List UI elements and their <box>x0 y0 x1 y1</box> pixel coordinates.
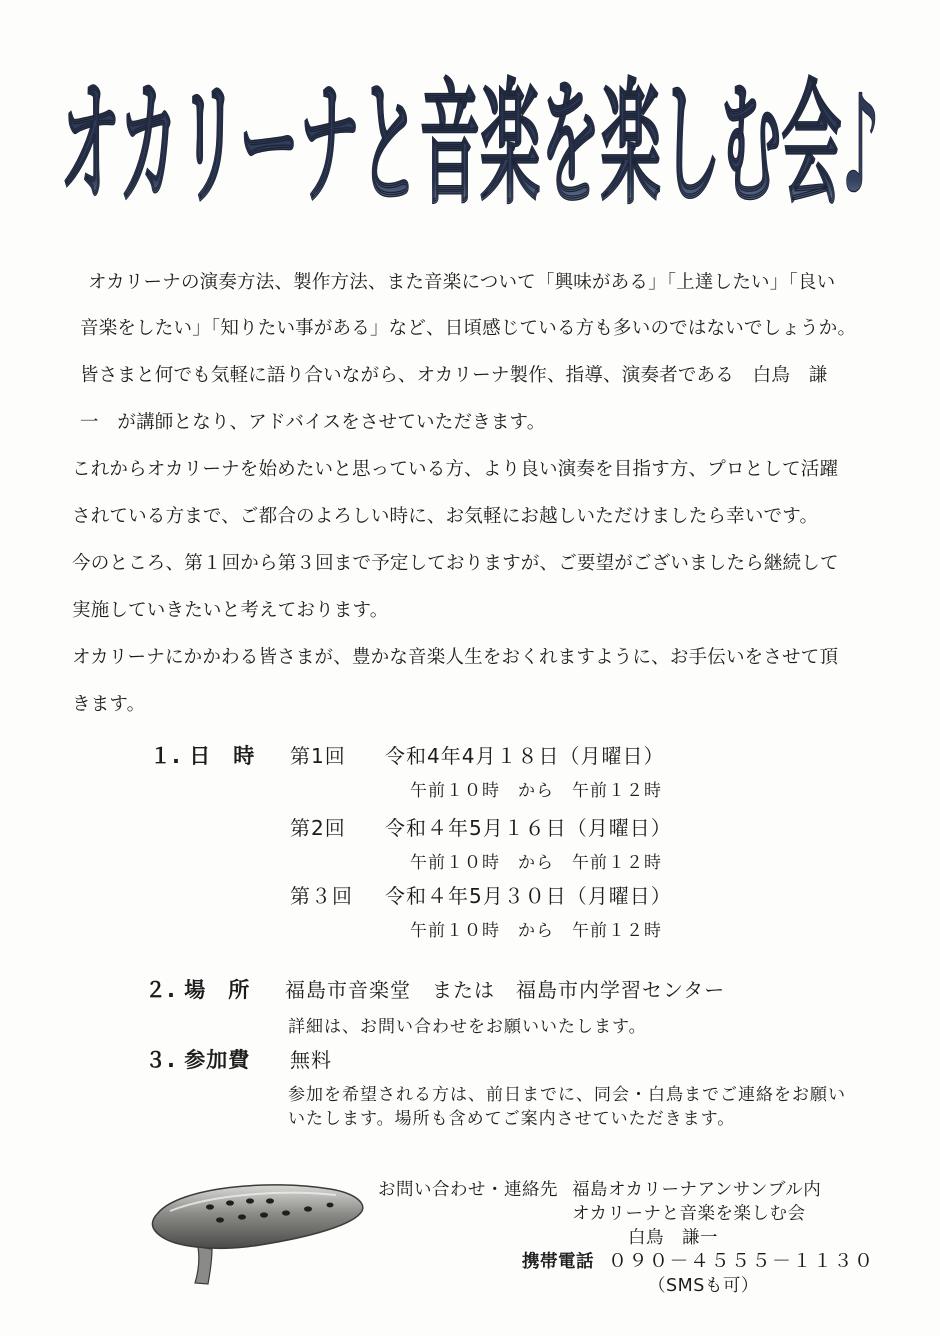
fee-note-line: 参加を希望される方は、前日までに、同会・白鳥までご連絡をお願い <box>288 1085 846 1105</box>
session-round: 第1回 <box>290 744 346 768</box>
paragraph-line: オカリーナの演奏方法、製作方法、また音楽について「興味がある」「上達したい」「良い <box>88 272 836 293</box>
fee-label: ３. 参加費 <box>145 1048 251 1072</box>
contact-name: 白鳥 謙一 <box>628 1228 718 1248</box>
session-time: 午前１０時 から 午前１２時 <box>410 921 662 941</box>
session-date: 令和4年4月１８日（月曜日） <box>385 744 665 768</box>
contact-sms: （SMSも可） <box>648 1276 759 1296</box>
flyer-title <box>50 60 890 230</box>
fee-note-line: いたします。場所も含めてご案内させていただきます。 <box>288 1109 736 1129</box>
paragraph-line: きます。 <box>72 694 146 715</box>
paragraph-line: 皆さまと何でも気軽に語り合いながら、オカリーナ製作、指導、演奏者である 白鳥 謙 <box>80 365 828 386</box>
flyer-title-text: オカリーナと音楽を楽しむ会♪ <box>60 67 880 224</box>
paragraph-line: これからオカリーナを始めたいと思っている方、より良い演奏を目指す方、プロとして活躍 <box>72 459 839 480</box>
session-date: 令和４年5月３０日（月曜日） <box>385 884 672 908</box>
paragraph-line: 一 が講師となり、アドバイスをさせていただきます。 <box>80 412 546 433</box>
paragraph-line: 今のところ、第１回から第３回まで予定しておりますが、ご要望がございましたら継続して <box>72 553 839 574</box>
paragraph-line: 音楽をしたい」「知りたい事がある」など、日頃感じている方も多いのではないでしょうか。 <box>80 318 857 339</box>
paragraph-line: オカリーナにかかわる皆さまが、豊かな音楽人生をおくれますように、お手伝いをさせて頂 <box>72 647 839 668</box>
session-date: 令和４年5月１６日（月曜日） <box>385 816 672 840</box>
session-round: 第2回 <box>290 816 346 840</box>
schedule-label: １. 日 時 <box>150 744 256 768</box>
fee-value: 無料 <box>290 1048 332 1072</box>
contact-phone: ０９０－４５５５－１１３０ <box>608 1250 875 1272</box>
session-time: 午前１０時 から 午前１２時 <box>410 781 662 801</box>
paragraph-line: されている方まで、ご都合のよろしい時に、お気軽にお越しいただけましたら幸いです。 <box>72 506 819 527</box>
session-round: 第３回 <box>290 884 353 908</box>
contact-group: オカリーナと音楽を楽しむ会 <box>572 1204 806 1224</box>
place-note: 詳細は、お問い合わせをお願いいたします。 <box>288 1017 647 1037</box>
contact-org: 福島オカリーナアンサンブル内 <box>572 1180 822 1200</box>
session-time: 午前１０時 から 午前１２時 <box>410 853 662 873</box>
contact-phone-label: 携帯電話 <box>522 1252 594 1272</box>
contact-label: お問い合わせ・連絡先 <box>378 1180 558 1200</box>
place-value: 福島市音楽堂 または 福島市内学習センター <box>285 978 726 1002</box>
ocarina-illustration <box>140 1165 380 1290</box>
place-label: ２. 場 所 <box>145 978 251 1002</box>
paragraph-line: 実施していきたいと考えております。 <box>72 600 389 621</box>
